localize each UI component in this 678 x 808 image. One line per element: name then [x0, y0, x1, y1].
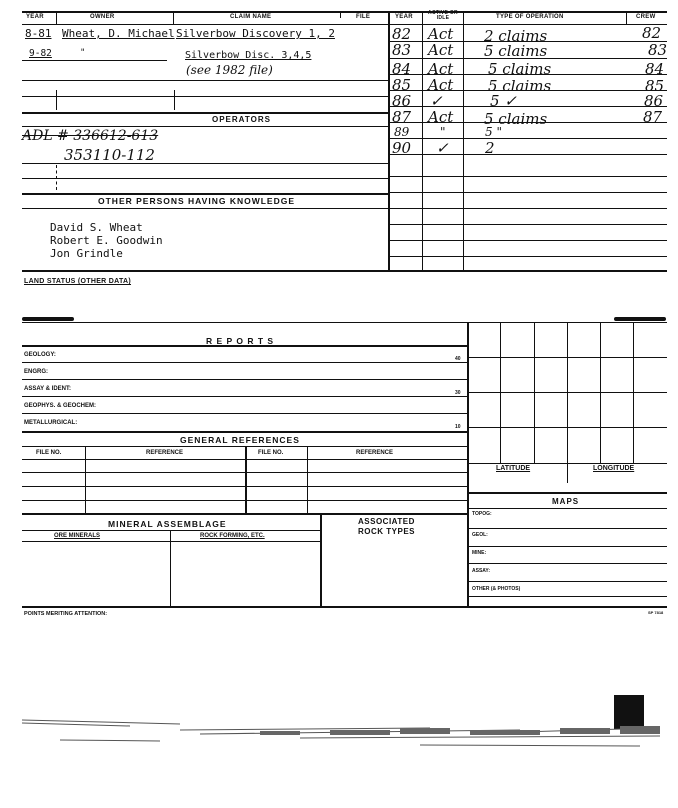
ref-col-file-no-2: FILE NO.	[258, 450, 284, 456]
ref-col-reference-2: REFERENCE	[356, 450, 394, 456]
header-year-2: YEAR	[395, 14, 413, 20]
mining-claim-record-card: YEAR OWNER CLAIM NAME FILE YEAR ACTIVE OR IDLE TYPE OF OPERATION CREW 8-81 Wheat, D. Michael Silverbow Discovery 1, 2 9-82 " Silverbow Disc. 3,4,5 (see 1982 file) OPERATORS ADL # 336612-613 353110-112 OTHER PERSONS HAVING KNOWLEDGE David S. Wheat Robert E. Goodwin Jon Grindle 82 Act 2 claims 82 83 Act 5 claims 83 84 Act 5 claims 84 85 Act 5 claims 85 86 ✓ 5 ✓ 86 87 Act 5 claims 87 89 " 5 " 90 ✓ 2 LAND STATUS (OTHER DATA) R E P O R T S GEOLOGY: 40 ENGRG: ASSAY & IDENT: 30 GEOPHYS. & GEOCHEM: METALLURGICAL: 10 GENERAL REFERENCES FILE NO. REFERENCE FILE NO. REFERENCE MINERAL ASSEMBLAGE ASSOCIATED ROCK TYPES ORE MINERALS ROCK FORMING, ETC. LATITUDE LONGITUDE MAPS TOPOG: GEOL: MINE: ASSAY: OTHER (& PHOTOS) POINTS MERITING ATTENTION: SP 7818	[0, 0, 678, 808]
activity-2-operation: 5 claims	[484, 42, 548, 60]
activity-1-crew: 82	[642, 24, 662, 42]
rock-forming-label: ROCK FORMING, ETC.	[200, 533, 265, 539]
activity-2-crew: 83	[648, 41, 668, 59]
maps-assay: ASSAY:	[472, 568, 491, 574]
activity-4-year: 85	[392, 76, 412, 94]
ore-minerals-label: ORE MINERALS	[54, 533, 101, 539]
owner-row-2-claim: Silverbow Disc. 3,4,5	[185, 50, 312, 61]
activity-3-operation: 5 claims	[488, 60, 552, 78]
activity-6-year: 87	[392, 108, 412, 126]
claim-note: (see 1982 file)	[186, 63, 273, 77]
maps-title: MAPS	[552, 497, 580, 506]
operators-title: OPERATORS	[212, 115, 271, 124]
operators-line-2: 353110-112	[64, 146, 155, 164]
scan-noise-band	[0, 700, 678, 770]
activity-8-operation: 2	[485, 139, 495, 157]
form-number: SP 7818	[648, 610, 664, 615]
activity-4-operation: 5 claims	[488, 77, 552, 95]
reports-assay: ASSAY & IDENT:	[24, 386, 72, 392]
maps-topog: TOPOG:	[472, 511, 492, 517]
owner-row-1-year: 8-81	[25, 27, 52, 40]
right-tab-mark	[614, 317, 666, 321]
knowledge-person-1: David S. Wheat	[50, 221, 143, 234]
header-rule	[22, 24, 667, 25]
left-right-divider	[388, 12, 390, 272]
general-references-title: GENERAL REFERENCES	[180, 435, 300, 445]
knowledge-person-3: Jon Grindle	[50, 247, 123, 260]
reports-title: R E P O R T S	[206, 336, 275, 346]
activity-5-operation: 5 ✓	[490, 92, 517, 110]
activity-2-year: 83	[392, 41, 412, 59]
header-crew: CREW	[636, 14, 656, 20]
owner-row-2-year: 9-82	[29, 48, 52, 59]
activity-3-status: Act	[428, 60, 454, 78]
knowledge-person-2: Robert E. Goodwin	[50, 234, 163, 247]
activity-1-operation: 2 claims	[484, 27, 548, 45]
activity-4-crew: 85	[645, 77, 665, 95]
maps-mine: MINE:	[472, 550, 487, 556]
reports-geophys: GEOPHYS. & GEOCHEM:	[24, 403, 97, 409]
activity-7-operation: 5 "	[485, 125, 502, 139]
activity-5-status: ✓	[430, 92, 443, 110]
maps-other-photos: OTHER (& PHOTOS)	[472, 586, 521, 592]
activity-7-year: 89	[394, 125, 410, 139]
operators-line-1: ADL # 336612-613	[22, 128, 159, 144]
reports-engrg: ENGRG:	[24, 369, 48, 375]
maps-geol: GEOL:	[472, 532, 488, 538]
header-type-of-operation: TYPE OF OPERATION	[496, 14, 564, 20]
activity-3-crew: 84	[645, 60, 665, 78]
top-border	[22, 11, 667, 13]
owner-row-2-owner: "	[80, 48, 86, 58]
header-owner: OWNER	[90, 14, 115, 20]
reports-metallurgical: METALLURGICAL:	[24, 420, 78, 426]
ref-col-file-no-1: FILE NO.	[36, 450, 62, 456]
longitude-label: LONGITUDE	[593, 465, 635, 472]
owner-row-1-owner: Wheat, D. Michael	[62, 27, 175, 40]
activity-3-year: 84	[392, 60, 412, 78]
reports-right-divider	[467, 323, 469, 608]
latitude-label: LATITUDE	[496, 465, 531, 472]
activity-1-status: Act	[428, 25, 454, 43]
activity-4-status: Act	[428, 76, 454, 94]
points-meriting-attention-label: POINTS MERITING ATTENTION:	[24, 611, 108, 617]
activity-6-operation: 5 claims	[484, 110, 548, 128]
activity-5-year: 86	[392, 92, 412, 110]
associated-label: ASSOCIATED	[358, 517, 415, 526]
activity-6-status: Act	[428, 108, 454, 126]
activity-6-crew: 87	[643, 108, 663, 126]
header-active-idle: ACTIVE OR IDLE	[428, 10, 458, 21]
owner-row-1-claim: Silverbow Discovery 1, 2	[176, 27, 335, 40]
activity-5-crew: 86	[644, 92, 664, 110]
activity-8-year: 90	[392, 139, 412, 157]
knowledge-title: OTHER PERSONS HAVING KNOWLEDGE	[98, 196, 296, 206]
ref-col-reference-1: REFERENCE	[146, 450, 184, 456]
header-file: FILE	[356, 14, 371, 20]
activity-1-year: 82	[392, 25, 412, 43]
activity-7-status: "	[440, 125, 446, 139]
land-status-label: LAND STATUS (OTHER DATA)	[24, 278, 132, 285]
rock-types-label: ROCK TYPES	[358, 527, 416, 536]
left-tab-mark	[22, 317, 74, 321]
header-claim-name: CLAIM NAME	[230, 14, 272, 20]
mineral-assemblage-title: MINERAL ASSEMBLAGE	[108, 519, 227, 529]
activity-8-status: ✓	[436, 139, 449, 157]
header-year: YEAR	[26, 14, 44, 20]
activity-2-status: Act	[428, 41, 454, 59]
reports-geology: GEOLOGY:	[24, 352, 56, 358]
